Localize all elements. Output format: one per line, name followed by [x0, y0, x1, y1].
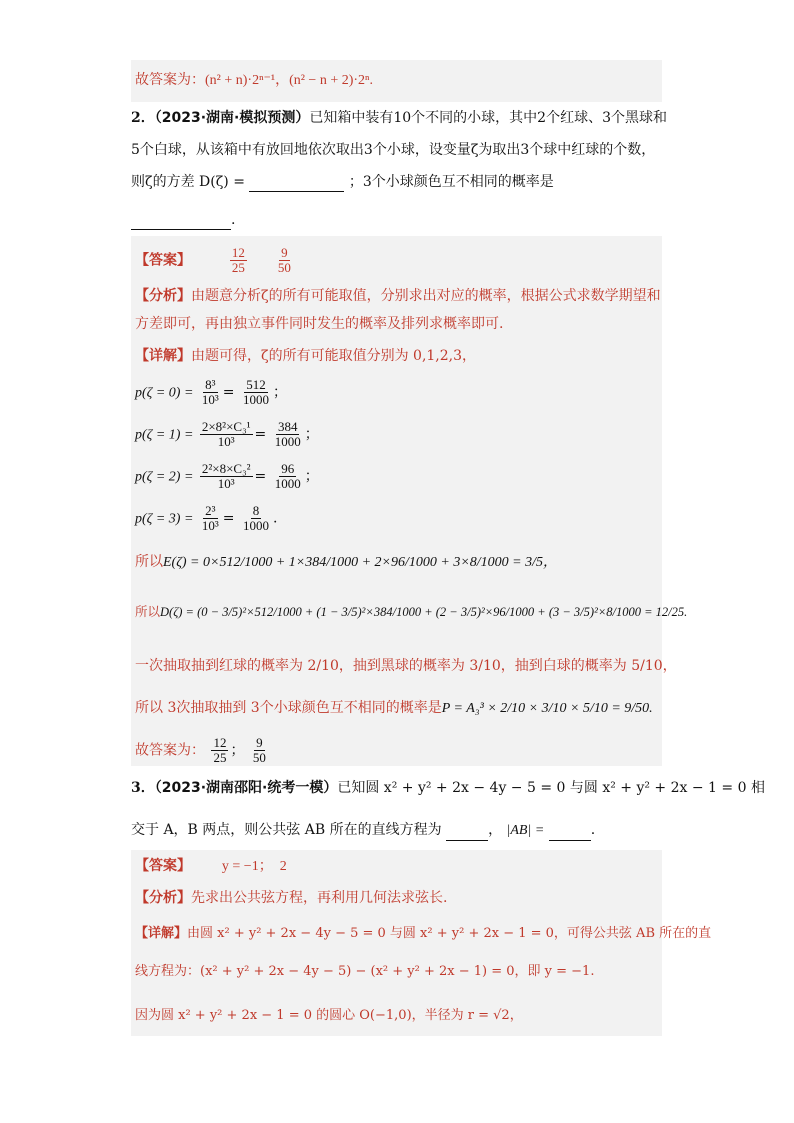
q3-detail-line1: [135, 924, 712, 944]
q3-detail-tag: 【详解】: [135, 926, 188, 941]
q2-expectation: 所以E(ζ) = 0×512/1000 + 1×384/1000 + 2×96/1000 + 3×8/1000 = 3/5，: [135, 554, 558, 570]
q2-text2: 5个白球，从该箱中有放回地依次取出3个小球，设变量ζ为取出3个球中红球的个数，: [131, 142, 656, 158]
q2-analysis-text2: 方差即可，再由独立事件同时发生的概率及排列求概率即可.: [135, 316, 504, 332]
top-answer-prefix: 故答案为：: [135, 72, 205, 88]
q3-detail-text2: 线方程为：(x² + y² + 2x − 4y − 5) − (x² + y² + 2x − 1) = 0，即 y = −1.: [135, 964, 595, 979]
q3-answer-tag: 【答案】: [135, 858, 191, 874]
q2-line2: [131, 140, 662, 160]
q3-text2c: |AB| =: [506, 823, 545, 838]
q2-text1: 已知箱中装有10个不同的小球，其中2个红球、3个黑球和: [309, 110, 667, 126]
q3-number: 3．: [131, 780, 155, 796]
q2-text3b: ；3个小球颜色互不相同的概率是: [348, 174, 554, 190]
q2-prob-final-expr: P = A₃³ × 2/10 × 3/10 × 5/10 = 9/50.: [441, 701, 653, 716]
q2-p0-frac2: $\frac{512}{1000}$: [242, 377, 269, 407]
q2-analysis-tag: 【分析】: [135, 288, 191, 304]
q2-analysis-line1: [135, 286, 666, 306]
q2-blank2[interactable]: [131, 213, 231, 230]
q2-detail-line1: [135, 346, 666, 366]
q3-analysis-text: 先求出公共弦方程，再利用几何法求弦长.: [191, 890, 448, 906]
q2-p2-frac2: $\frac{96}{1000}$: [274, 461, 301, 491]
q2-answer1: $\frac{12}{25}$: [231, 245, 245, 275]
q3-line2: 交于 A，B 两点，则公共弦 AB 所在的直线方程为 ， |AB| = .: [131, 820, 662, 841]
q3-detail-line2: [135, 962, 666, 982]
q2-p3: p(ζ = 3) = $\frac{\text{2³}}{\text{10³}}$ = $\frac{8}{1000}$ .: [135, 503, 278, 533]
q2-detail-text1: 由题可得，ζ的所有可能取值分别为 0,1,2,3，: [191, 348, 477, 364]
q2-line3: [131, 172, 662, 192]
q2-line4: [131, 210, 662, 230]
q2-answer-line: [135, 246, 666, 275]
q2-line1: [131, 108, 667, 128]
q2-prob-line: [135, 656, 677, 676]
q3-source: （2023·湖南邵阳·统考一模）: [154, 780, 338, 796]
q2-line4-end: .: [231, 212, 236, 228]
q2-text3a: 则ζ的方差 D(ζ) =: [131, 174, 245, 190]
q2-p2-frac1: $\frac{\text{2²×8×C₃²}}{\text{10³}}$: [201, 461, 251, 491]
q2-answer-tag: 【答案】: [135, 252, 191, 269]
q3-line1: [131, 778, 765, 798]
q3-blank2[interactable]: [549, 824, 591, 841]
q3-detail-line3: [135, 1006, 666, 1026]
q2-analysis-text1: 由题意分析ζ的所有可能取值，分别求出对应的概率，根据公式求数学期望和: [191, 288, 661, 304]
q2-p0: p(ζ = 0) = $\frac{\text{8³}}{\text{10³}}$ = $\frac{512}{1000}$ ；: [135, 377, 287, 407]
q2-p3-frac1: $\frac{\text{2³}}{\text{10³}}$: [201, 503, 219, 533]
q3-blank1[interactable]: [446, 824, 488, 841]
q2-source: （2023·湖南·模拟预测）: [154, 110, 310, 126]
top-answer-line: [135, 70, 666, 91]
q2-final-answer: 故答案为： $\frac{12}{25}$ ； $\frac{9}{50}$: [135, 735, 266, 765]
q3-analysis-line: [135, 888, 666, 908]
q2-p3-frac2: $\frac{8}{1000}$: [242, 503, 269, 533]
q2-prob-final: 所以 3次抽取抽到 3个小球颜色互不相同的概率是P = A₃³ × 2/10 × 3/10 × 5/10 = 9/50.: [135, 700, 653, 716]
q2-final-b: $\frac{9}{50}$: [252, 735, 266, 765]
q2-p0-frac1: $\frac{\text{8³}}{\text{10³}}$: [201, 377, 219, 407]
q2-variance-expr: D(ζ) = (0 − 3/5)²×512/1000 + (1 − 3/5)²×384/1000 + (2 − 3/5)²×96/1000 + (3 − 3/5)²×8/1000 = 12/25.: [160, 605, 688, 619]
q3-detail-text3: 因为圆 x² + y² + 2x − 1 = 0 的圆心 O(−1,0)，半径为 r = √2，: [135, 1008, 523, 1023]
q2-blank1[interactable]: [249, 175, 344, 192]
q3-text2a: 交于 A，B 两点，则公共弦 AB 所在的直线方程为: [131, 822, 442, 838]
q2-answer2: $\frac{9}{50}$: [277, 245, 291, 275]
q3-answer: y = −1； 2: [221, 859, 287, 874]
q2-p1-frac1: $\frac{\text{2×8²×C₃¹}}{\text{10³}}$: [201, 419, 251, 449]
q2-prob-text: 一次抽取抽到红球的概率为 2/10，抽到黑球的概率为 3/10，抽到白球的概率为 5/10，: [135, 658, 677, 674]
q2-p2: p(ζ = 2) = $\frac{\text{2²×8×C₃²}}{\text{10³}}$ = $\frac{96}{1000}$ ；: [135, 461, 319, 491]
top-answer-expr: (n² + n)·2ⁿ⁻¹，(n² − n + 2)·2ⁿ.: [205, 73, 373, 88]
q2-analysis-line2: [135, 314, 666, 334]
q2-detail-tag: 【详解】: [135, 348, 191, 364]
q2-final-a: $\frac{12}{25}$: [213, 735, 227, 765]
q3-analysis-tag: 【分析】: [135, 890, 191, 906]
q2-variance: 所以D(ζ) = (0 − 3/5)²×512/1000 + (1 − 3/5)²×384/1000 + (2 − 3/5)²×96/1000 + (3 − 3/5)²×8/1000 = 12/25.: [135, 604, 688, 619]
q3-detail-text1: 由圆 x² + y² + 2x − 4y − 5 = 0 与圆 x² + y² + 2x − 1 = 0，可得公共弦 AB 所在的直: [187, 926, 712, 941]
q3-text1: 已知圆 x² + y² + 2x − 4y − 5 = 0 与圆 x² + y² + 2x − 1 = 0 相: [337, 780, 765, 796]
q2-expectation-expr: E(ζ) = 0×512/1000 + 1×384/1000 + 2×96/1000 + 3×8/1000 = 3/5，: [163, 555, 558, 570]
q2-p1-frac2: $\frac{384}{1000}$: [274, 419, 301, 449]
q2-number: 2．: [131, 110, 155, 126]
q3-answer-line: [135, 856, 666, 877]
q2-p1: p(ζ = 1) = $\frac{\text{2×8²×C₃¹}}{\text{10³}}$ = $\frac{384}{1000}$ ；: [135, 419, 319, 449]
